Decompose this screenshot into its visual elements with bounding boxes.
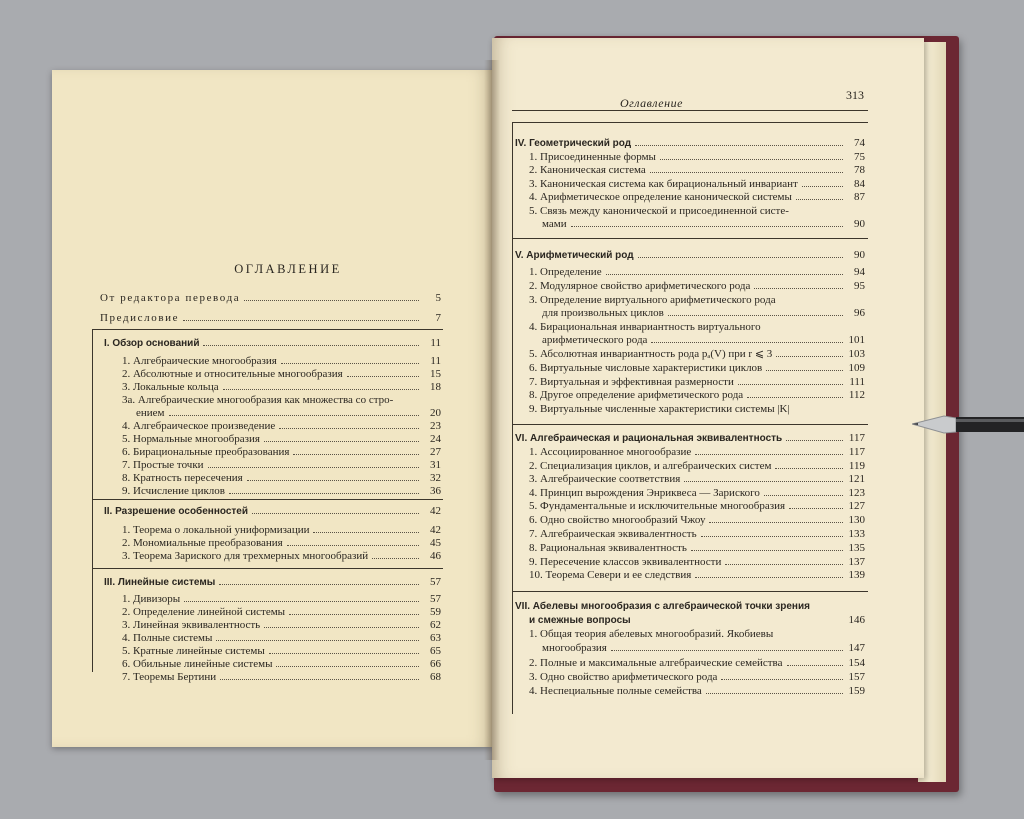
pen-pointer (912, 408, 1024, 438)
toc-chapter-6: VI. Алгебраическая и рациональная эквивалентность 117 (515, 432, 865, 444)
toc-entry: 2. Каноническая система 78 (529, 164, 865, 176)
divider (92, 499, 443, 500)
toc-entry: арифметического рода 101 (542, 334, 865, 346)
toc-entry: для произвольных циклов 96 (542, 307, 865, 319)
toc-chapter-7-cont: и смежные вопросы 146 (529, 614, 865, 626)
toc-entry: 1. Присоединенные формы 75 (529, 151, 865, 163)
toc-entry: 8. Кратность пересечения 32 (122, 472, 441, 484)
toc-entry: 4. Алгебраическое произведение 23 (122, 420, 441, 432)
divider (512, 122, 513, 714)
toc-chapter-1: I. Обзор оснований 11 (104, 337, 441, 349)
toc-entry: 7. Теоремы Бертини 68 (122, 671, 441, 683)
toc-chapter-5: V. Арифметический род 90 (515, 249, 865, 261)
toc-entry: 4. Бирациональная инвариантность виртуального (529, 321, 761, 333)
toc-entry: 1. Дивизоры 57 (122, 593, 441, 605)
toc-heading: ОГЛАВЛЕНИЕ (234, 262, 342, 276)
toc-entry: 5. Абсолютная инвариантность рода pₐ(V) при r ⩽ 3 103 (529, 348, 865, 360)
toc-entry: 6. Одно свойство многообразий Чжоу 130 (529, 514, 865, 526)
toc-entry: 3. Линейная эквивалентность 62 (122, 619, 441, 631)
divider (92, 568, 443, 569)
toc-entry: ением 20 (136, 407, 441, 419)
toc-entry: 3. Определение виртуального арифметического рода (529, 294, 776, 306)
toc-entry: 9. Пересечение классов эквивалентности 137 (529, 556, 865, 568)
toc-entry: 2. Полные и максимальные алгебраические семейства 154 (529, 657, 865, 669)
toc-entry: 4. Полные системы 63 (122, 632, 441, 644)
toc-entry-editor-note: От редактора перевода 5 (100, 292, 441, 304)
toc-entry: 8. Другое определение арифметического рода 112 (529, 389, 865, 401)
toc-entry: 7. Алгебраическая эквивалентность 133 (529, 528, 865, 540)
toc-entry: 7. Виртуальная и эффективная размерности 111 (529, 376, 865, 388)
toc-entry: 5. Связь между канонической и присоединенной систе- (529, 205, 789, 217)
toc-entry: 1. Теорема о локальной униформизации 42 (122, 524, 441, 536)
toc-entry: 3. Локальные кольца 18 (122, 381, 441, 393)
toc-entry: 1. Определение 94 (529, 266, 865, 278)
toc-entry: мами 90 (542, 218, 865, 230)
divider (512, 122, 868, 123)
toc-entry: многообразия 147 (542, 642, 865, 654)
header-rule (512, 110, 868, 111)
toc-entry: 2. Мономиальные преобразования 45 (122, 537, 441, 549)
divider (512, 591, 868, 592)
toc-entry: 1. Ассоциированное многообразие 117 (529, 446, 865, 458)
divider (92, 329, 93, 672)
toc-entry: 3. Каноническая система как бирациональный инвариант 84 (529, 178, 865, 190)
toc-entry: 10. Теорема Севери и ее следствия 139 (529, 569, 865, 581)
toc-entry: 2. Определение линейной системы 59 (122, 606, 441, 618)
toc-chapter-4: IV. Геометрический род 74 (515, 137, 865, 149)
toc-entry: 3. Теорема Зариского для трехмерных многообразий 46 (122, 550, 441, 562)
toc-chapter-3: III. Линейные системы 57 (104, 576, 441, 588)
toc-entry: 8. Рациональная эквивалентность 135 (529, 542, 865, 554)
toc-entry: 4. Арифметическое определение канонической системы 87 (529, 191, 865, 203)
toc-entry: 9. Исчисление циклов 36 (122, 485, 441, 497)
book-spine (484, 60, 500, 760)
toc-entry-preface: Предисловие 7 (100, 312, 441, 324)
toc-entry: 9. Виртуальные численные характеристики системы |K| (529, 403, 790, 415)
toc-entry: 1. Общая теория абелевых многообразий. Якобиевы (529, 628, 774, 640)
toc-entry: 2. Абсолютные и относительные многообразия 15 (122, 368, 441, 380)
toc-entry: 4. Неспециальные полные семейства 159 (529, 685, 865, 697)
toc-entry: 5. Фундаментальные и исключительные многообразия 127 (529, 500, 865, 512)
toc-entry: 4. Принцип вырождения Энриквеса — Зариского 123 (529, 487, 865, 499)
toc-entry: 6. Виртуальные числовые характеристики циклов 109 (529, 362, 865, 374)
toc-entry: 3. Одно свойство арифметического рода 157 (529, 671, 865, 683)
toc-entry: 3а. Алгебраические многообразия как множества со стро- (122, 394, 394, 406)
toc-chapter-7: VII. Абелевы многообразия с алгебраической точки зрения (515, 601, 810, 612)
toc-entry: 5. Кратные линейные системы 65 (122, 645, 441, 657)
toc-entry: 3. Алгебраические соответствия 121 (529, 473, 865, 485)
toc-entry: 2. Модулярное свойство арифметического рода 95 (529, 280, 865, 292)
page-number: 313 (846, 88, 864, 102)
divider (512, 424, 868, 425)
toc-entry: 6. Обильные линейные системы 66 (122, 658, 441, 670)
running-head: Оглавление (620, 96, 683, 110)
divider (512, 238, 868, 239)
toc-entry: 1. Алгебраические многообразия 11 (122, 355, 441, 367)
toc-entry: 6. Бирациональные преобразования 27 (122, 446, 441, 458)
toc-entry: 7. Простые точки 31 (122, 459, 441, 471)
toc-entry: 5. Нормальные многообразия 24 (122, 433, 441, 445)
divider (92, 329, 443, 330)
toc-chapter-2: II. Разрешение особенностей 42 (104, 505, 441, 517)
toc-entry: 2. Специализация циклов, и алгебраических систем 119 (529, 460, 865, 472)
